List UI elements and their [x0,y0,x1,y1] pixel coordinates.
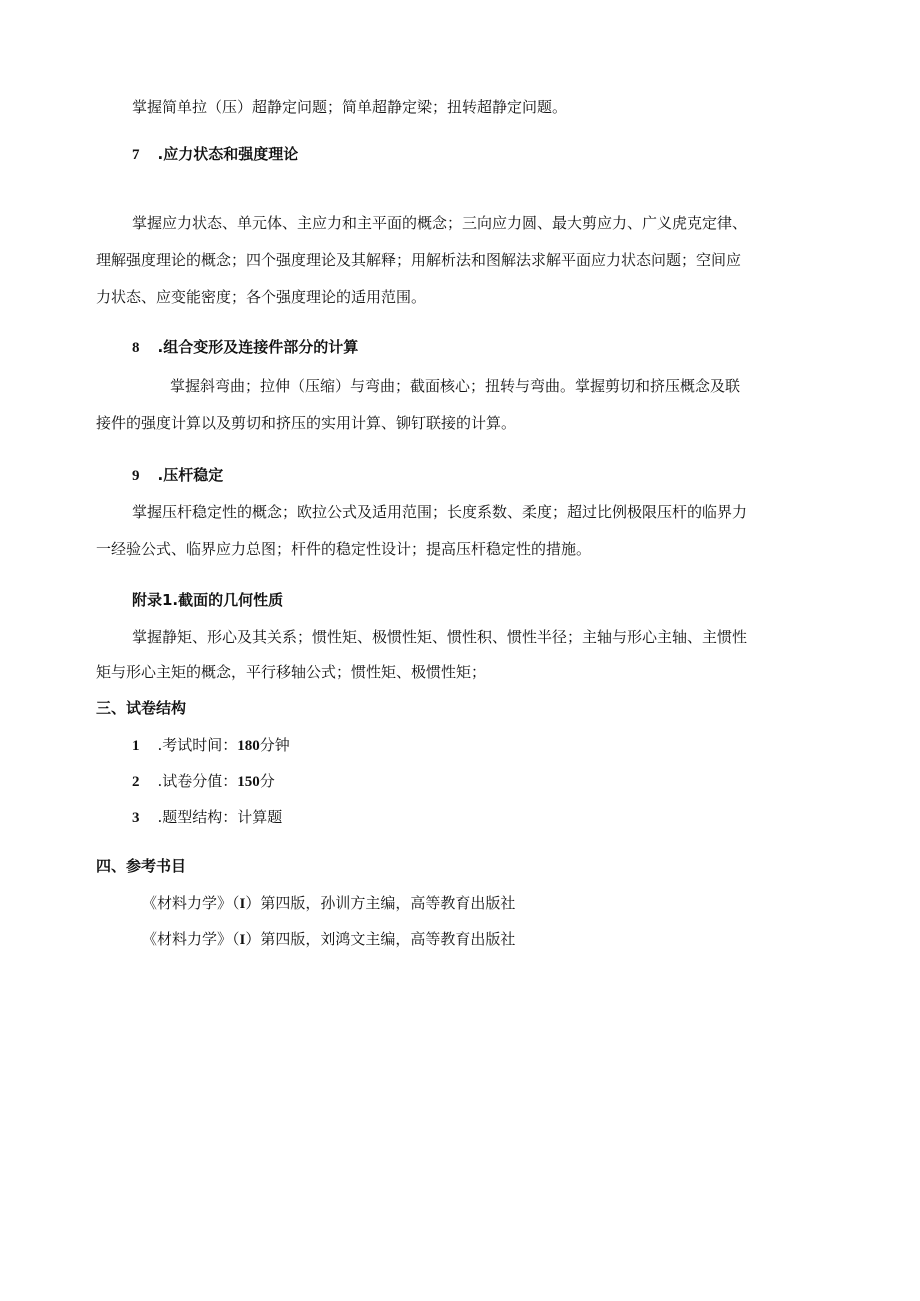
exam-time-item [132,735,290,756]
section9-line2: 一经验公式、临界应力总图；杆件的稳定性设计；提高压杆稳定性的措施。 [96,540,592,558]
section9-heading [132,465,223,486]
section8-title: .组合变形及连接件部分的计算 [157,338,359,356]
section8-heading [132,337,358,358]
reference-book-1 [142,893,515,914]
section7-title: .应力状态和强度理论 [157,145,299,163]
section8-number: 8 [132,340,140,356]
item2-value: 150 [237,774,260,790]
exam-score-item [132,771,275,792]
section7-line2: 理解强度理论的概念；四个强度理论及其解释；用解析法和图解法求解平面应力状态问题；空间应 [96,251,742,269]
item3-number: 3 [132,810,140,826]
section7-number: 7 [132,147,140,163]
part4-heading: 四、参考书目 [96,857,187,875]
item1-unit: 分钟 [259,736,290,754]
item1-number: 1 [132,738,140,754]
part3-heading: 三、试卷结构 [96,699,187,717]
book1-details: ）第四版，孙训方主编，高等教育出版社 [245,894,516,912]
section9-title: .压杆稳定 [157,466,224,484]
reference-book-2 [142,929,515,950]
item2-label: .试卷分值： [157,772,238,790]
book2-details: ）第四版，刘鸿文主编，高等教育出版社 [245,930,516,948]
section7-line3: 力状态、应变能密度；各个强度理论的适用范围。 [96,288,427,306]
book2-title: 《材料力学》（ [142,930,240,948]
appendix-line1: 掌握静矩、形心及其关系；惯性矩、极惯性矩、惯性积、惯性半径；主轴与形心主轴、主惯性 [132,628,748,646]
section6-body: 掌握简单拉（压）超静定问题；简单超静定梁；扭转超静定问题。 [132,98,568,116]
book1-title: 《材料力学》（ [142,894,240,912]
section7-line1: 掌握应力状态、单元体、主应力和主平面的概念；三向应力圆、最大剪应力、广义虎克定律、 [132,214,748,232]
item1-value: 180 [237,738,260,754]
appendix-line2: 矩与形心主矩的概念，平行移轴公式；惯性矩、极惯性矩； [96,663,487,681]
section8-line2: 接件的强度计算以及剪切和挤压的实用计算、铆钉联接的计算。 [96,414,517,432]
item3-value: 计算题 [237,808,283,826]
section9-number: 9 [132,468,140,484]
item2-number: 2 [132,774,140,790]
section8-line1: 掌握斜弯曲；拉伸（压缩）与弯曲；截面核心；扭转与弯曲。掌握剪切和挤压概念及联 [170,377,741,395]
item3-label: .题型结构： [157,808,238,826]
book2-edition-mark: I [239,932,246,948]
appendix-heading: 附录1.截面的几何性质 [132,591,284,609]
section9-line1: 掌握压杆稳定性的概念；欧拉公式及适用范围；长度系数、柔度；超过比例极限压杆的临界力 [132,503,748,521]
item1-label: .考试时间： [157,736,238,754]
section7-heading [132,144,298,165]
item2-unit: 分 [259,772,275,790]
exam-type-item [132,807,282,828]
book1-edition-mark: I [239,896,246,912]
